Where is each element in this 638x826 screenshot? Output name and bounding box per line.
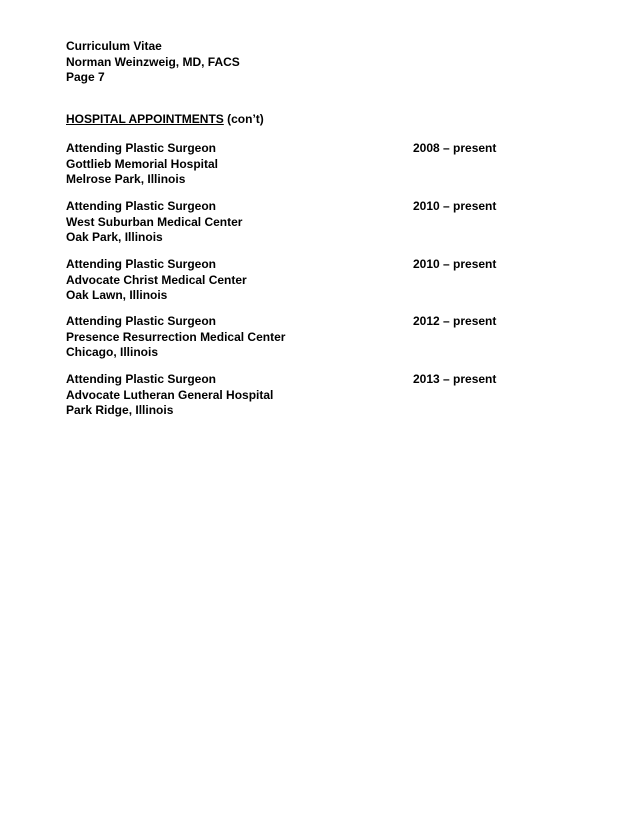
- appointment-location: Park Ridge, Illinois: [66, 403, 174, 417]
- section-heading: [66, 112, 264, 128]
- cv-title: Curriculum Vitae: [66, 39, 162, 53]
- appointment-institution: Presence Resurrection Medical Center: [66, 329, 286, 344]
- author-name: Norman Weinzweig, MD, FACS: [66, 54, 240, 69]
- page-number: Page 7: [66, 70, 105, 84]
- appointment-position: Attending Plastic Surgeon: [66, 257, 217, 271]
- appointment-entry: [66, 257, 506, 304]
- section-heading-title: HOSPITAL APPOINTMENTS: [66, 112, 224, 126]
- appointment-dates: 2013 – present: [413, 372, 497, 386]
- appointment-position: Attending Plastic Surgeon: [66, 141, 217, 155]
- appointment-entry: [66, 199, 506, 246]
- appointment-dates: 2012 – present: [413, 314, 497, 328]
- appointment-institution: Gottlieb Memorial Hospital: [66, 156, 219, 171]
- appointment-location: Oak Lawn, Illinois: [66, 288, 168, 302]
- section-heading-suffix: (con’t): [223, 112, 264, 126]
- appointment-institution: Advocate Lutheran General Hospital: [66, 387, 274, 402]
- appointment-institution: West Suburban Medical Center: [66, 214, 243, 229]
- appointment-position: Attending Plastic Surgeon: [66, 199, 217, 213]
- appointment-entry: [66, 372, 506, 419]
- appointment-entry: [66, 314, 506, 361]
- appointment-institution: Advocate Christ Medical Center: [66, 272, 247, 287]
- document-header: [66, 39, 240, 86]
- appointment-dates: 2010 – present: [413, 199, 497, 213]
- appointment-entry: [66, 141, 506, 188]
- appointment-position: Attending Plastic Surgeon: [66, 372, 217, 386]
- appointment-location: Chicago, Illinois: [66, 345, 159, 359]
- appointment-dates: 2010 – present: [413, 257, 497, 271]
- appointment-location: Melrose Park, Illinois: [66, 172, 186, 186]
- appointment-position: Attending Plastic Surgeon: [66, 314, 217, 328]
- appointment-location: Oak Park, Illinois: [66, 230, 163, 244]
- appointment-dates: 2008 – present: [413, 141, 497, 155]
